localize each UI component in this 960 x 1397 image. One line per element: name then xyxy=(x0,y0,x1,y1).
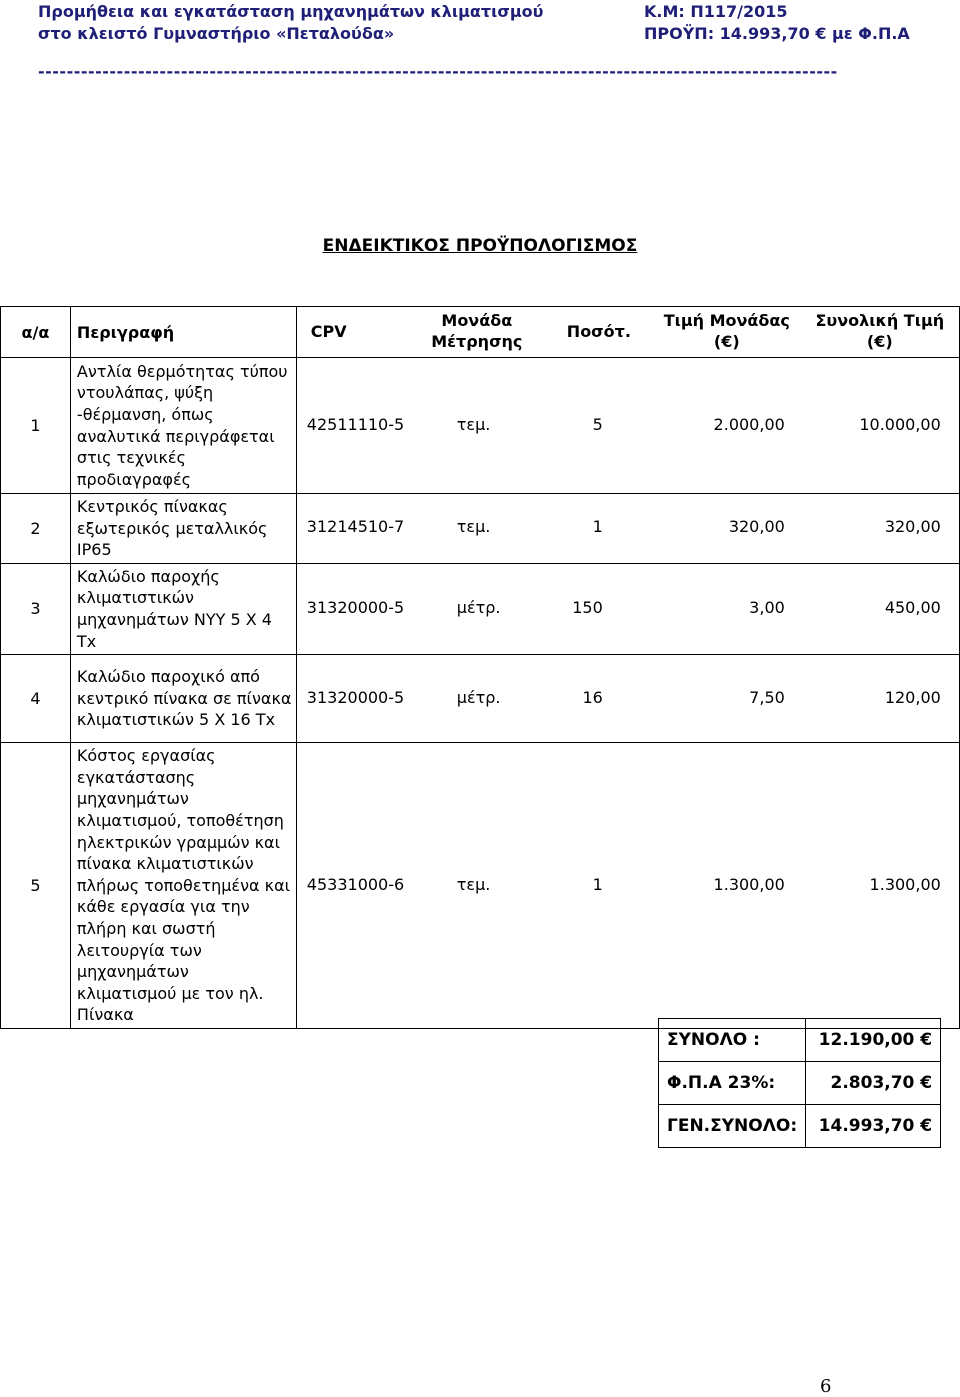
row-index: 5 xyxy=(1,743,71,1029)
table-row xyxy=(1,563,960,654)
row-qty: 1 xyxy=(592,517,603,537)
row-values xyxy=(296,655,959,743)
header-code: Κ.Μ: Π117/2015 xyxy=(644,2,788,21)
page-number: 6 xyxy=(820,1376,832,1397)
subtotal-label: ΣΥΝΟΛΟ : xyxy=(659,1019,806,1062)
row-unit-price: 1.300,00 xyxy=(713,874,785,894)
summary-vat-row xyxy=(659,1062,941,1105)
row-index: 4 xyxy=(1,655,71,743)
row-values xyxy=(296,563,959,654)
row-index: 2 xyxy=(1,494,71,564)
row-qty: 16 xyxy=(582,687,603,707)
row-unit: τεμ. xyxy=(456,874,491,894)
row-total: 120,00 xyxy=(884,687,941,707)
summary-subtotal-row xyxy=(659,1019,941,1062)
table-header-row xyxy=(1,307,960,358)
header-unit: Μονάδα Μέτρησης xyxy=(431,311,523,351)
row-cpv: 42511110-5 xyxy=(306,414,405,434)
row-cpv: 31320000-5 xyxy=(306,687,405,707)
header-qty: Ποσότ. xyxy=(566,322,631,341)
row-index: 1 xyxy=(1,358,71,494)
summary-grand-row xyxy=(659,1105,941,1148)
header-project-title: Προμήθεια και εγκατάσταση μηχανημάτων κλιματισμού xyxy=(38,2,544,21)
header-cpv: CPV xyxy=(310,322,347,341)
row-total: 10.000,00 xyxy=(859,414,941,434)
row-values xyxy=(296,743,959,1029)
row-index: 3 xyxy=(1,563,71,654)
header-index: α/α xyxy=(1,307,71,358)
header-total: Συνολική Τιμή (€) xyxy=(815,311,945,351)
row-values xyxy=(296,358,959,494)
subtotal-value: 12.190,00 € xyxy=(806,1019,941,1062)
row-qty: 5 xyxy=(592,414,603,434)
row-cpv: 31214510-7 xyxy=(306,517,405,537)
header-unit-price: Τιμή Μονάδας (€) xyxy=(663,311,790,351)
row-unit-price: 7,50 xyxy=(749,687,785,707)
row-description: Καλώδιο παροχής κλιματιστικών μηχανημάτων NYY 5 X 4 Tx xyxy=(70,563,296,654)
row-unit: μέτρ. xyxy=(456,687,501,707)
row-total: 1.300,00 xyxy=(869,874,941,894)
row-description: Αντλία θερμότητας τύπου ντουλάπας, ψύξη -θέρμανση, όπως αναλυτικά περιγράφεται στις τεχνικές προδιαγραφές xyxy=(70,358,296,494)
row-total: 320,00 xyxy=(884,517,941,537)
grand-total-label: ΓΕΝ.ΣΥΝΟΛΟ: xyxy=(659,1105,806,1148)
header-location: στο κλειστό Γυμναστήριο «Πεταλούδα» xyxy=(38,24,395,43)
page-title: ΕΝΔΕΙΚΤΙΚΟΣ ΠΡΟΫΠΟΛΟΓΙΣΜΟΣ xyxy=(322,236,638,256)
table-row xyxy=(1,494,960,564)
vat-label: Φ.Π.Α 23%: xyxy=(659,1062,806,1105)
row-qty: 150 xyxy=(572,597,603,617)
table-row xyxy=(1,655,960,743)
row-unit: μέτρ. xyxy=(456,597,501,617)
header-group xyxy=(296,307,959,358)
row-description: Καλώδιο παροχικό από κεντρικό πίνακα σε πίνακα κλιματιστικών 5 X 16 Tx xyxy=(70,655,296,743)
budget-table xyxy=(0,306,960,1029)
row-unit-price: 2.000,00 xyxy=(713,414,785,434)
table-row xyxy=(1,358,960,494)
row-description: Κόστος εργασίας εγκατάστασης μηχανημάτων κλιματισμού, τοποθέτηση ηλεκτρικών γραμμών και πίνακα κλιματιστικών πλήρως τοποθετημένα και κάθε εργασία για την πλήρη και σωστή λειτουργία των μηχανημάτων κλιματισμού με τον ηλ. Πίνακα xyxy=(70,743,296,1029)
header-divider: ---------------------------------------------------------------------------------------------------------------- xyxy=(38,62,838,81)
header-budget: ΠΡΟΫΠ: 14.993,70 € με Φ.Π.Α xyxy=(644,24,910,43)
row-unit-price: 3,00 xyxy=(749,597,785,617)
row-qty: 1 xyxy=(592,874,603,894)
grand-total-value: 14.993,70 € xyxy=(806,1105,941,1148)
row-unit-price: 320,00 xyxy=(728,517,785,537)
row-unit: τεμ. xyxy=(456,414,491,434)
vat-value: 2.803,70 € xyxy=(806,1062,941,1105)
row-cpv: 31320000-5 xyxy=(306,597,405,617)
row-description: Κεντρικός πίνακας εξωτερικός μεταλλικός IP65 xyxy=(70,494,296,564)
row-values xyxy=(296,494,959,564)
row-cpv: 45331000-6 xyxy=(306,874,405,894)
row-unit: τεμ. xyxy=(456,517,491,537)
header-description: Περιγραφή xyxy=(70,307,296,358)
table-row xyxy=(1,743,960,1029)
row-total: 450,00 xyxy=(884,597,941,617)
summary-table xyxy=(658,1018,941,1148)
